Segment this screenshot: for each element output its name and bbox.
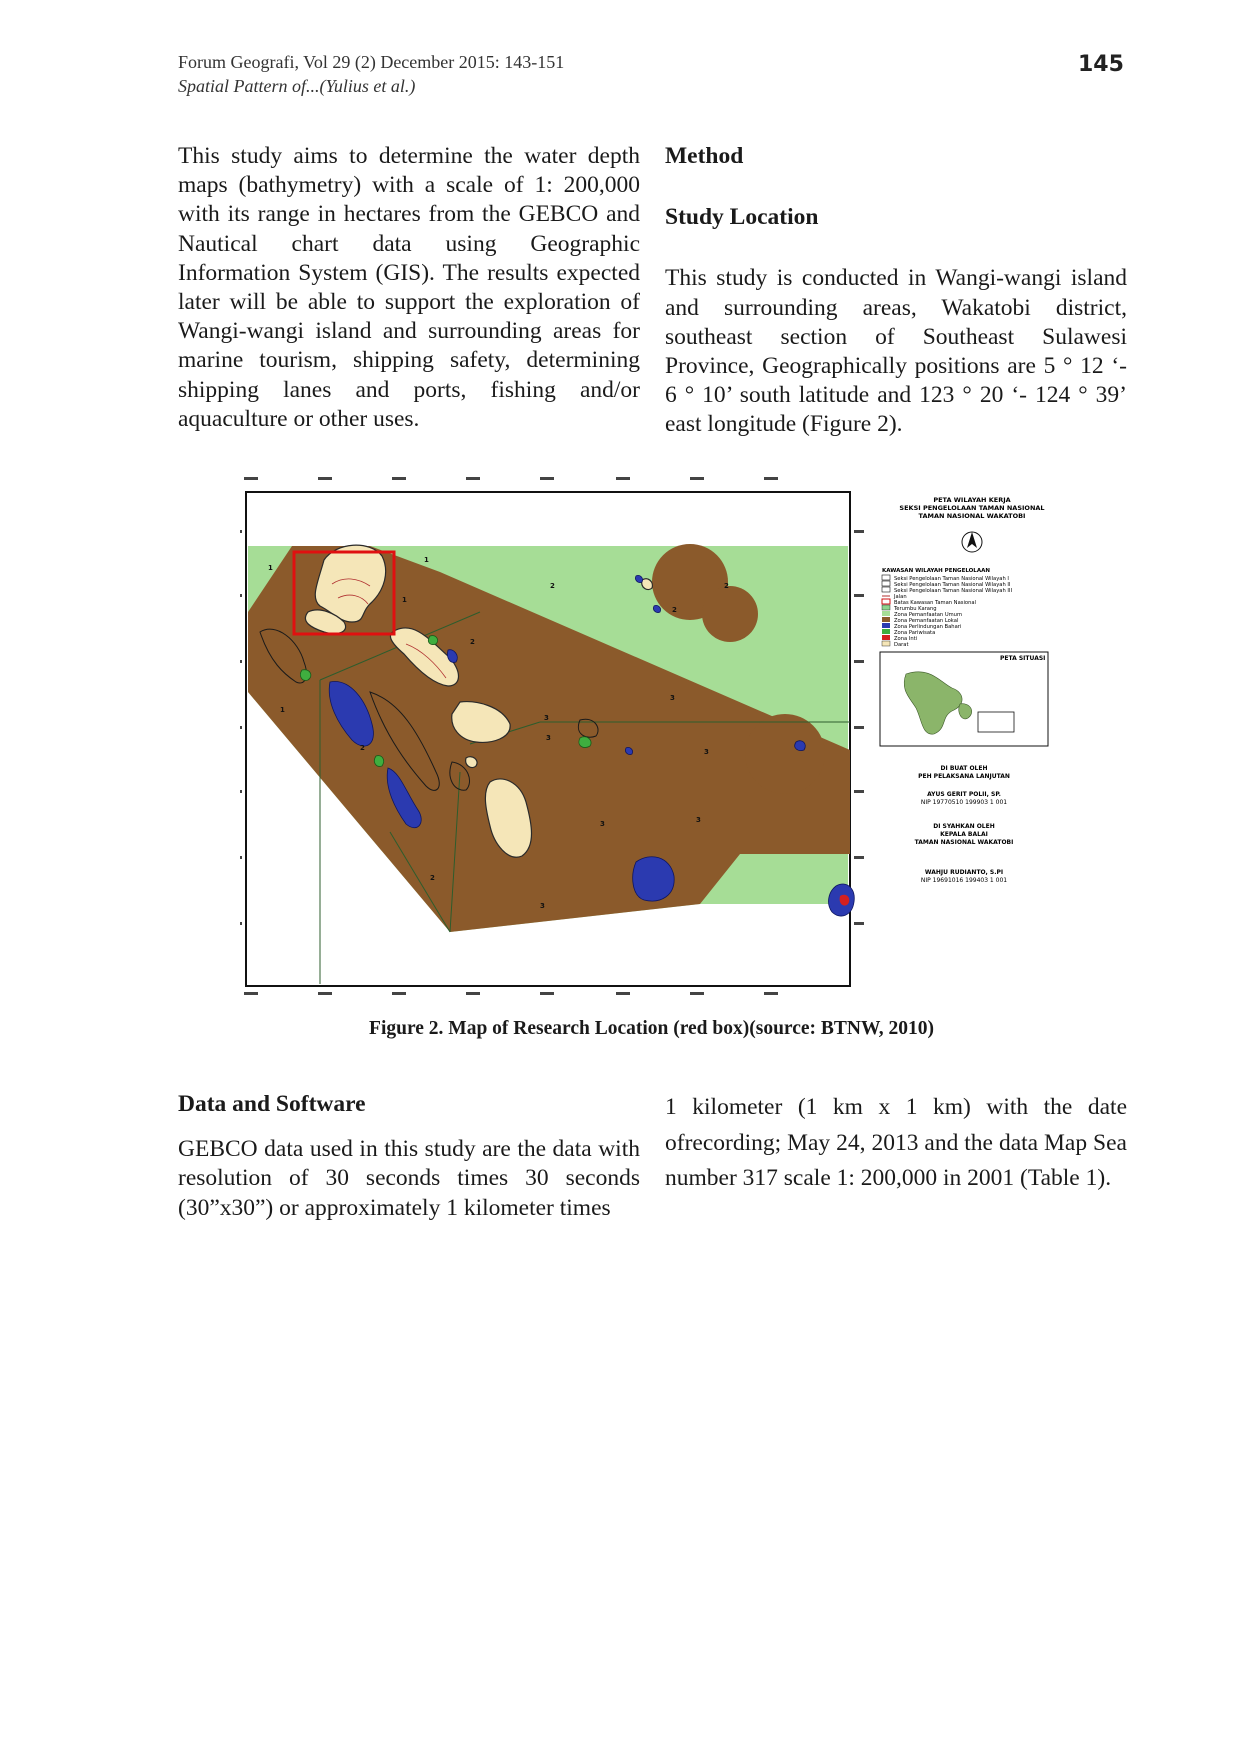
map-legend-panel (880, 496, 1048, 884)
north-arrow-icon (962, 532, 982, 552)
map-title-line: SEKSI PENGELOLAAN TAMAN NASIONAL (899, 504, 1045, 512)
intro-column (178, 142, 640, 434)
legend-item: Seksi Pengelolaan Taman Nasional Wilayah II (894, 582, 1011, 588)
credit-line: AYUS GERIT POLII, SP. (927, 791, 1001, 798)
zone-number: 2 (470, 638, 475, 646)
data-software-paragraph-left: GEBCO data used in this study are the data with resolution of 30 seconds times 30 seconds (30”x30”) or approximately 1 kilometer times (178, 1136, 640, 1221)
zone-number: 3 (670, 694, 675, 702)
legend-item: Seksi Pengelolaan Taman Nasional Wilayah III (894, 588, 1012, 594)
data-software-left-column (178, 1090, 640, 1223)
zone-number: 3 (544, 714, 549, 722)
zone-number: 2 (724, 582, 729, 590)
zone-number: 1 (424, 556, 429, 564)
short-title: Spatial Pattern of...(Yulius et al.) (178, 76, 416, 96)
situation-inset (880, 652, 1048, 746)
credit-line: NIP 19770510 199903 1 001 (920, 799, 1008, 806)
zone-number: 1 (280, 706, 285, 714)
study-location-heading: Study Location (665, 204, 819, 231)
credit-line: NIP 19691016 199403 1 001 (920, 877, 1008, 884)
zone-number: 3 (546, 734, 551, 742)
credit-line: KEPALA BALAI (940, 831, 988, 838)
credit-line: TAMAN NASIONAL WAKATOBI (914, 839, 1014, 846)
running-head (178, 50, 564, 98)
credit-line: DI SYAHKAN OLEH (933, 823, 995, 830)
map-title-line: TAMAN NASIONAL WAKATOBI (918, 512, 1026, 520)
map-credits (915, 765, 1014, 884)
data-software-paragraph-right: 1 kilometer (1 km x 1 km) with the date ofrecording; May 24, 2013 and the data Map Sea number 317 scale 1: 200,000 in 2001 (Table 1). (665, 1094, 1127, 1191)
legend-heading: KAWASAN WILAYAH PENGELOLAAN (882, 568, 990, 574)
zone-number: 3 (704, 748, 709, 756)
study-location-paragraph: This study is conducted in Wangi-wangi island and surrounding areas, Wakatobi district, southeast section of Southeast Sulawesi Province, Geographically positions are 5 ° 12 ‘- 6 ° 10’ south latitude and 123 ° 20 ‘- 124 ° 39’ east longitude (Figure 2). (665, 265, 1127, 438)
zone-number: 3 (600, 820, 605, 828)
zone-number: 3 (540, 902, 545, 910)
zone-number: 2 (672, 606, 677, 614)
map-title-line: PETA WILAYAH KERJA (933, 496, 1011, 504)
legend-item: Batas Kawasan Taman Nasional (894, 600, 976, 606)
credit-line: WAHJU RUDIANTO, S.PI (924, 869, 1004, 876)
credit-line: DI BUAT OLEH (940, 765, 988, 772)
method-column (665, 142, 1127, 440)
zone-number: 2 (550, 582, 555, 590)
data-software-right-column (665, 1090, 1127, 1197)
legend-item: Terumbu Karang (894, 606, 937, 612)
page-number: 145 (1078, 52, 1124, 77)
zone-number: 3 (696, 816, 701, 824)
legend-item: Zona Pemanfaatan Lokal (894, 618, 959, 624)
figure-caption: Figure 2. Map of Research Location (red box)(source: BTNW, 2010) (369, 1018, 934, 1039)
legend-item: Jalan (894, 594, 907, 600)
data-software-heading: Data and Software (178, 1091, 366, 1117)
zone-number: 1 (402, 596, 407, 604)
research-location-map (240, 472, 1080, 1002)
legend-item: Zona Pemanfaatan Umum (894, 612, 963, 618)
legend-item: Zona Inti (894, 636, 918, 642)
legend-item: Darat (894, 642, 909, 648)
zone-number: 1 (268, 564, 273, 572)
legend-item: Zona Perlindungan Bahari (894, 624, 962, 630)
map-svg (240, 472, 1080, 1002)
zone-number: 2 (430, 874, 435, 882)
intro-paragraph: This study aims to determine the water depth maps (bathymetry) with a scale of 1: 200,000 with its range in hectares from the GEBCO and Nautical chart data using Geographic Information System (GIS). The results expected later will be able to support the exploration of Wangi-wangi island and surrounding areas for marine tourism, shipping safety, determining shipping lanes and ports, fishing and/or aquaculture or other uses. (178, 143, 640, 432)
zone-number: 2 (360, 744, 365, 752)
legend-item: Zona Pariwisata (894, 630, 936, 636)
journal-citation: Forum Geografi, Vol 29 (2) December 2015: 143-151 (178, 52, 565, 72)
method-heading: Method (665, 143, 744, 169)
situation-heading: PETA SITUASI (1000, 655, 1046, 662)
legend-item: Seksi Pengelolaan Taman Nasional Wilayah I (894, 576, 1009, 582)
credit-line: PEH PELAKSANA LANJUTAN (918, 773, 1010, 780)
